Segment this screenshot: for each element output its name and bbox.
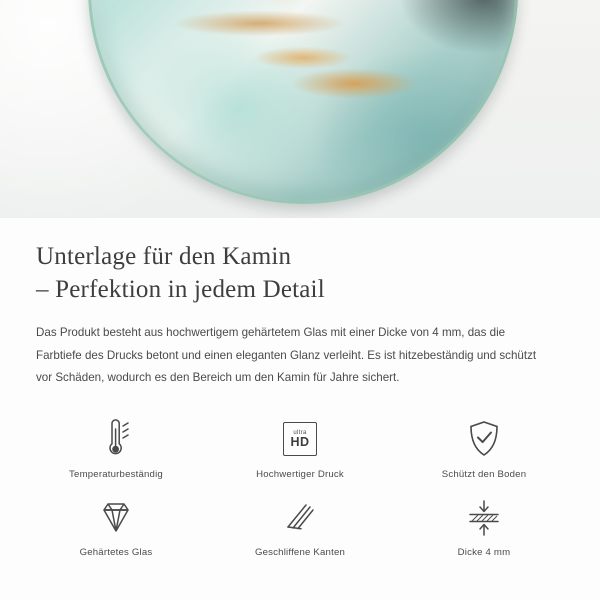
- feature-label: Dicke 4 mm: [457, 546, 511, 558]
- page-title: [36, 240, 564, 306]
- feature-item-high-quality-print: [208, 416, 392, 480]
- feature-item-protects-floor: [392, 416, 576, 480]
- hero-image: [0, 0, 600, 218]
- ultra-hd-badge-top: ultra: [293, 429, 307, 436]
- feature-label: Temperaturbeständig: [69, 468, 163, 480]
- shield-check-icon: [464, 416, 504, 462]
- feature-label: Hochwertiger Druck: [256, 468, 344, 480]
- description-paragraph: Das Produkt besteht aus hochwertigem gehärtetem Glas mit einer Dicke von 4 mm, das die Farbtiefe des Drucks betont und einen eleganten Glanz verleiht. Es ist hitzebeständig und schützt vor Schäden, wodurch es den Bereich um den Kamin für Jahre sichert.: [36, 326, 537, 385]
- feature-label: Schützt den Boden: [441, 468, 527, 480]
- feature-item-tempered-glass: [24, 494, 208, 558]
- thermometer-icon: [96, 416, 136, 462]
- polished-edges-icon: [279, 494, 321, 540]
- thickness-arrows-icon: [462, 494, 506, 540]
- feature-label: Gehärtetes Glas: [79, 546, 153, 558]
- feature-item-polished-edges: [208, 494, 392, 558]
- page-title-line-2: – Perfektion in jedem Detail: [36, 276, 325, 303]
- glass-plate-product-image: [88, 0, 518, 204]
- content-block: [0, 218, 600, 390]
- diamond-icon: [94, 494, 138, 540]
- feature-item-thickness: [392, 494, 576, 558]
- feature-label: Geschliffene Kanten: [254, 546, 346, 558]
- ultra-hd-icon: [283, 416, 317, 462]
- feature-grid: [0, 416, 600, 558]
- feature-item-temperature-resistant: [24, 416, 208, 480]
- page-title-line-1: Unterlage für den Kamin: [36, 243, 292, 270]
- ultra-hd-badge-main: HD: [290, 434, 310, 449]
